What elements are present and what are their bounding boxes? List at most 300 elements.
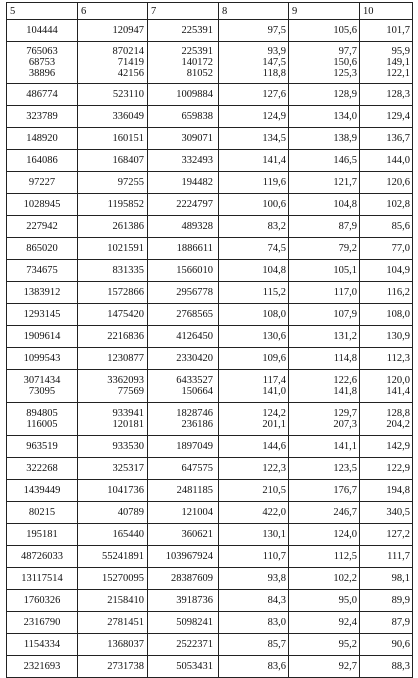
table-cell: [360, 216, 413, 238]
cell-value: 83,6: [267, 661, 286, 672]
cell-value: 115,2: [262, 287, 286, 298]
cell-value: 88,3: [391, 661, 410, 672]
cell-value: 5098241: [176, 617, 213, 628]
cell-value: 1230877: [107, 353, 144, 364]
cell-value: 95,9: [391, 46, 410, 57]
table-cell: [7, 502, 78, 524]
cell-value: 6433527: [176, 375, 213, 386]
table-row: [7, 326, 413, 348]
table-cell: [78, 524, 148, 546]
table-cell: [219, 524, 289, 546]
cell-value: 100,6: [262, 199, 286, 210]
cell-value: 2316790: [23, 617, 61, 628]
cell-value: 92,4: [338, 617, 357, 628]
table-cell: [7, 458, 78, 480]
cell-value: 110,7: [262, 551, 286, 562]
table-cell: [219, 612, 289, 634]
cell-value: 104444: [26, 25, 58, 36]
cell-value: 129,7: [333, 408, 357, 419]
table-cell: [148, 436, 219, 458]
cell-value: 93,8: [267, 573, 286, 584]
table-cell: [148, 480, 219, 502]
cell-value: 71419: [117, 57, 144, 68]
cell-value: 933530: [112, 441, 144, 452]
table-cell: [289, 458, 360, 480]
cell-value: 127,2: [386, 529, 410, 540]
table-cell: [289, 260, 360, 282]
cell-value: 112,3: [386, 353, 410, 364]
cell-value: 336049: [112, 111, 144, 122]
cell-value: 734675: [26, 265, 58, 276]
cell-value: 865020: [26, 243, 58, 254]
table-cell: [148, 656, 219, 678]
table-cell: [360, 634, 413, 656]
table-cell: [360, 546, 413, 568]
cell-value: 332493: [181, 155, 213, 166]
cell-value: 201,1: [262, 419, 286, 430]
cell-value: 340,5: [386, 507, 410, 518]
table-cell: [360, 128, 413, 150]
table-cell: [219, 502, 289, 524]
table-cell: [360, 106, 413, 128]
cell-value: 225391: [181, 46, 213, 57]
table-cell: [78, 172, 148, 194]
table-cell: [7, 546, 78, 568]
table-cell: [289, 502, 360, 524]
cell-value: 77,0: [391, 243, 410, 254]
table-cell: [78, 282, 148, 304]
table-cell: [78, 590, 148, 612]
table-cell: [7, 403, 78, 436]
cell-value: 160151: [112, 133, 144, 144]
column-header: 9: [289, 3, 360, 20]
table-cell: [360, 42, 413, 84]
table-cell: [289, 480, 360, 502]
table-row: [7, 568, 413, 590]
table-cell: [78, 568, 148, 590]
cell-value: 1021591: [107, 243, 144, 254]
cell-value: 141,1: [333, 441, 357, 452]
table-cell: [360, 370, 413, 403]
cell-value: 831335: [112, 265, 144, 276]
table-cell: [78, 436, 148, 458]
table-body: [7, 20, 413, 678]
cell-value: 933941: [112, 408, 144, 419]
table-cell: [78, 84, 148, 106]
table-cell: [78, 458, 148, 480]
cell-value: 1195852: [107, 199, 144, 210]
cell-value: 647575: [181, 463, 213, 474]
cell-value: 2216836: [107, 331, 144, 342]
cell-value: 123,5: [333, 463, 357, 474]
cell-value: 116005: [26, 419, 58, 430]
table-cell: [219, 304, 289, 326]
cell-value: 1009884: [176, 89, 213, 100]
table-cell: [7, 612, 78, 634]
cell-value: 207,3: [333, 419, 357, 430]
table-row: [7, 172, 413, 194]
table-cell: [148, 20, 219, 42]
cell-value: 1099543: [23, 353, 61, 364]
cell-value: 227942: [26, 221, 58, 232]
table-cell: [7, 568, 78, 590]
cell-value: 104,9: [386, 265, 410, 276]
cell-value: 5053431: [176, 661, 213, 672]
cell-value: 107,9: [333, 309, 357, 320]
table-cell: [360, 480, 413, 502]
cell-value: 1383912: [23, 287, 61, 298]
table-row: [7, 656, 413, 678]
table-cell: [289, 546, 360, 568]
table-cell: [148, 128, 219, 150]
table-cell: [7, 656, 78, 678]
cell-value: 138,9: [333, 133, 357, 144]
table-cell: [148, 568, 219, 590]
cell-value: 124,9: [262, 111, 286, 122]
table-row: [7, 128, 413, 150]
cell-value: 108,0: [386, 309, 410, 320]
table-row: [7, 260, 413, 282]
table-cell: [289, 128, 360, 150]
table-cell: [360, 612, 413, 634]
table-cell: [219, 42, 289, 84]
table-cell: [360, 436, 413, 458]
cell-value: 68753: [28, 57, 56, 68]
cell-value: 1572866: [107, 287, 144, 298]
table-cell: [148, 546, 219, 568]
cell-value: 128,3: [386, 89, 410, 100]
cell-value: 1828746: [176, 408, 213, 419]
cell-value: 85,7: [267, 639, 286, 650]
cell-value: 246,7: [333, 507, 357, 518]
cell-value: 144,6: [262, 441, 286, 452]
cell-value: 136,7: [386, 133, 410, 144]
table-cell: [78, 612, 148, 634]
cell-value: 130,6: [262, 331, 286, 342]
table-cell: [148, 172, 219, 194]
table-cell: [219, 458, 289, 480]
cell-value: 2731738: [107, 661, 144, 672]
table-row: [7, 590, 413, 612]
table-cell: [289, 348, 360, 370]
table-cell: [289, 436, 360, 458]
cell-value: 118,8: [262, 68, 286, 79]
table-cell: [7, 260, 78, 282]
cell-value: 97255: [117, 177, 144, 188]
column-header: 6: [78, 3, 148, 20]
table-cell: [289, 106, 360, 128]
cell-value: 122,9: [386, 463, 410, 474]
table-cell: [289, 150, 360, 172]
table-cell: [78, 128, 148, 150]
table-cell: [219, 590, 289, 612]
cell-value: 422,0: [262, 507, 286, 518]
cell-value: 13117514: [21, 573, 63, 584]
table-cell: [78, 304, 148, 326]
cell-value: 122,3: [262, 463, 286, 474]
cell-value: 150664: [181, 386, 213, 397]
table-cell: [78, 216, 148, 238]
cell-value: 83,0: [267, 617, 286, 628]
cell-value: 894805: [26, 408, 58, 419]
cell-value: 2522371: [176, 639, 213, 650]
cell-value: 236186: [181, 419, 213, 430]
table-cell: [219, 656, 289, 678]
cell-value: 101,7: [386, 25, 410, 36]
table-cell: [78, 238, 148, 260]
table-cell: [289, 304, 360, 326]
cell-value: 659838: [181, 111, 213, 122]
cell-value: 83,2: [267, 221, 286, 232]
table-cell: [7, 282, 78, 304]
table-cell: [7, 194, 78, 216]
cell-value: 225391: [181, 25, 213, 36]
table-row: [7, 282, 413, 304]
table-row: [7, 304, 413, 326]
table-row: [7, 348, 413, 370]
table-cell: [7, 238, 78, 260]
table-cell: [7, 480, 78, 502]
table-cell: [7, 348, 78, 370]
table-cell: [7, 128, 78, 150]
cell-value: 104,8: [333, 199, 357, 210]
cell-value: 42156: [117, 68, 144, 79]
cell-value: 124,0: [333, 529, 357, 540]
table-cell: [360, 656, 413, 678]
table-cell: [360, 304, 413, 326]
table-cell: [219, 326, 289, 348]
table-row: [7, 612, 413, 634]
cell-value: 2321693: [23, 661, 61, 672]
cell-value: 1886611: [176, 243, 213, 254]
table-row: [7, 216, 413, 238]
table-cell: [78, 326, 148, 348]
table-cell: [148, 282, 219, 304]
table-row: [7, 546, 413, 568]
table-cell: [289, 326, 360, 348]
table-cell: [219, 238, 289, 260]
table-cell: [148, 348, 219, 370]
table-cell: [7, 20, 78, 42]
table-cell: [78, 656, 148, 678]
table-cell: [148, 502, 219, 524]
cell-value: 73095: [28, 386, 56, 397]
cell-value: 1041736: [107, 485, 144, 496]
cell-value: 97227: [28, 177, 56, 188]
cell-value: 2158410: [107, 595, 144, 606]
table-cell: [78, 634, 148, 656]
table-cell: [78, 502, 148, 524]
table-cell: [148, 42, 219, 84]
table-cell: [360, 84, 413, 106]
table-cell: [360, 458, 413, 480]
cell-value: 261386: [112, 221, 144, 232]
cell-value: 98,1: [391, 573, 410, 584]
table-cell: [219, 568, 289, 590]
cell-value: 111,7: [387, 551, 410, 562]
table-cell: [219, 370, 289, 403]
table-row: [7, 106, 413, 128]
cell-value: 102,8: [386, 199, 410, 210]
cell-value: 141,4: [386, 386, 410, 397]
cell-value: 40789: [117, 507, 144, 518]
cell-value: 1028945: [23, 199, 61, 210]
cell-value: 124,2: [262, 408, 286, 419]
cell-value: 105,6: [333, 25, 357, 36]
cell-value: 119,6: [262, 177, 286, 188]
cell-value: 325317: [112, 463, 144, 474]
table-cell: [148, 326, 219, 348]
table-cell: [148, 238, 219, 260]
table-row: [7, 194, 413, 216]
cell-value: 90,6: [391, 639, 410, 650]
cell-value: 109,6: [262, 353, 286, 364]
table-cell: [7, 84, 78, 106]
cell-value: 128,9: [333, 89, 357, 100]
cell-value: 141,0: [262, 386, 286, 397]
table-row: [7, 370, 413, 403]
table-cell: [148, 458, 219, 480]
cell-value: 1439449: [23, 485, 61, 496]
table-cell: [7, 634, 78, 656]
table-cell: [219, 480, 289, 502]
cell-value: 194482: [181, 177, 213, 188]
cell-value: 122,6: [333, 375, 357, 386]
table-cell: [219, 194, 289, 216]
table-cell: [289, 20, 360, 42]
table-cell: [148, 194, 219, 216]
table-cell: [78, 546, 148, 568]
cell-value: 79,2: [338, 243, 357, 254]
cell-value: 204,2: [386, 419, 410, 430]
table-cell: [148, 612, 219, 634]
cell-value: 121,7: [333, 177, 357, 188]
cell-value: 164086: [26, 155, 58, 166]
cell-value: 144,0: [386, 155, 410, 166]
header-row: [7, 3, 413, 20]
cell-value: 360621: [181, 529, 213, 540]
table-cell: [148, 106, 219, 128]
cell-value: 489328: [181, 221, 213, 232]
cell-value: 1368037: [107, 639, 144, 650]
table-cell: [148, 260, 219, 282]
cell-value: 74,5: [267, 243, 286, 254]
cell-value: 104,8: [262, 265, 286, 276]
table-cell: [360, 282, 413, 304]
cell-value: 486774: [26, 89, 58, 100]
cell-value: 130,1: [262, 529, 286, 540]
table-cell: [7, 590, 78, 612]
table-cell: [289, 612, 360, 634]
statistics-table: [6, 2, 413, 678]
cell-value: 168407: [112, 155, 144, 166]
cell-value: 2956778: [176, 287, 213, 298]
cell-value: 134,0: [333, 111, 357, 122]
table-cell: [219, 348, 289, 370]
table-row: [7, 403, 413, 436]
table-cell: [78, 348, 148, 370]
table-cell: [7, 326, 78, 348]
cell-value: 134,5: [262, 133, 286, 144]
table-cell: [148, 370, 219, 403]
cell-value: 1760326: [23, 595, 61, 606]
table-cell: [7, 106, 78, 128]
cell-value: 1566010: [176, 265, 213, 276]
table-cell: [148, 634, 219, 656]
cell-value: 120947: [112, 25, 144, 36]
cell-value: 141,8: [333, 386, 357, 397]
cell-value: 194,8: [386, 485, 410, 496]
cell-value: 93,9: [267, 46, 286, 57]
table-cell: [7, 370, 78, 403]
table-cell: [7, 42, 78, 84]
table-cell: [7, 436, 78, 458]
table-row: [7, 42, 413, 84]
table-cell: [289, 194, 360, 216]
table-cell: [219, 172, 289, 194]
table-cell: [289, 172, 360, 194]
table-row: [7, 634, 413, 656]
table-cell: [78, 480, 148, 502]
column-header: 7: [148, 3, 219, 20]
table-row: [7, 480, 413, 502]
table-cell: [360, 590, 413, 612]
table-cell: [360, 524, 413, 546]
table-row: [7, 458, 413, 480]
cell-value: 117,0: [333, 287, 357, 298]
cell-value: 2330420: [176, 353, 213, 364]
table-cell: [289, 403, 360, 436]
table-cell: [219, 546, 289, 568]
cell-value: 1897049: [176, 441, 213, 452]
cell-value: 97,5: [267, 25, 286, 36]
cell-value: 3071434: [23, 375, 61, 386]
table-cell: [360, 172, 413, 194]
cell-value: 80215: [28, 507, 56, 518]
cell-value: 127,6: [262, 89, 286, 100]
table-cell: [219, 282, 289, 304]
table-cell: [360, 260, 413, 282]
cell-value: 129,4: [386, 111, 410, 122]
table-cell: [360, 348, 413, 370]
cell-value: 2481185: [176, 485, 213, 496]
column-header: 10: [360, 3, 413, 20]
table-cell: [219, 436, 289, 458]
cell-value: 140172: [181, 57, 213, 68]
table-row: [7, 436, 413, 458]
cell-value: 95,0: [338, 595, 357, 606]
table-cell: [7, 172, 78, 194]
cell-value: 28387609: [171, 573, 213, 584]
table-cell: [148, 524, 219, 546]
cell-value: 95,2: [338, 639, 357, 650]
table-cell: [360, 20, 413, 42]
cell-value: 15270095: [102, 573, 144, 584]
table-cell: [78, 106, 148, 128]
table-cell: [148, 403, 219, 436]
table-row: [7, 238, 413, 260]
cell-value: 142,9: [386, 441, 410, 452]
table-cell: [148, 590, 219, 612]
table-cell: [148, 216, 219, 238]
cell-value: 523110: [112, 89, 144, 100]
table-cell: [7, 216, 78, 238]
table-cell: [78, 260, 148, 282]
column-header: 8: [219, 3, 289, 20]
table-cell: [360, 403, 413, 436]
cell-value: 97,7: [338, 46, 357, 57]
cell-value: 85,6: [391, 221, 410, 232]
